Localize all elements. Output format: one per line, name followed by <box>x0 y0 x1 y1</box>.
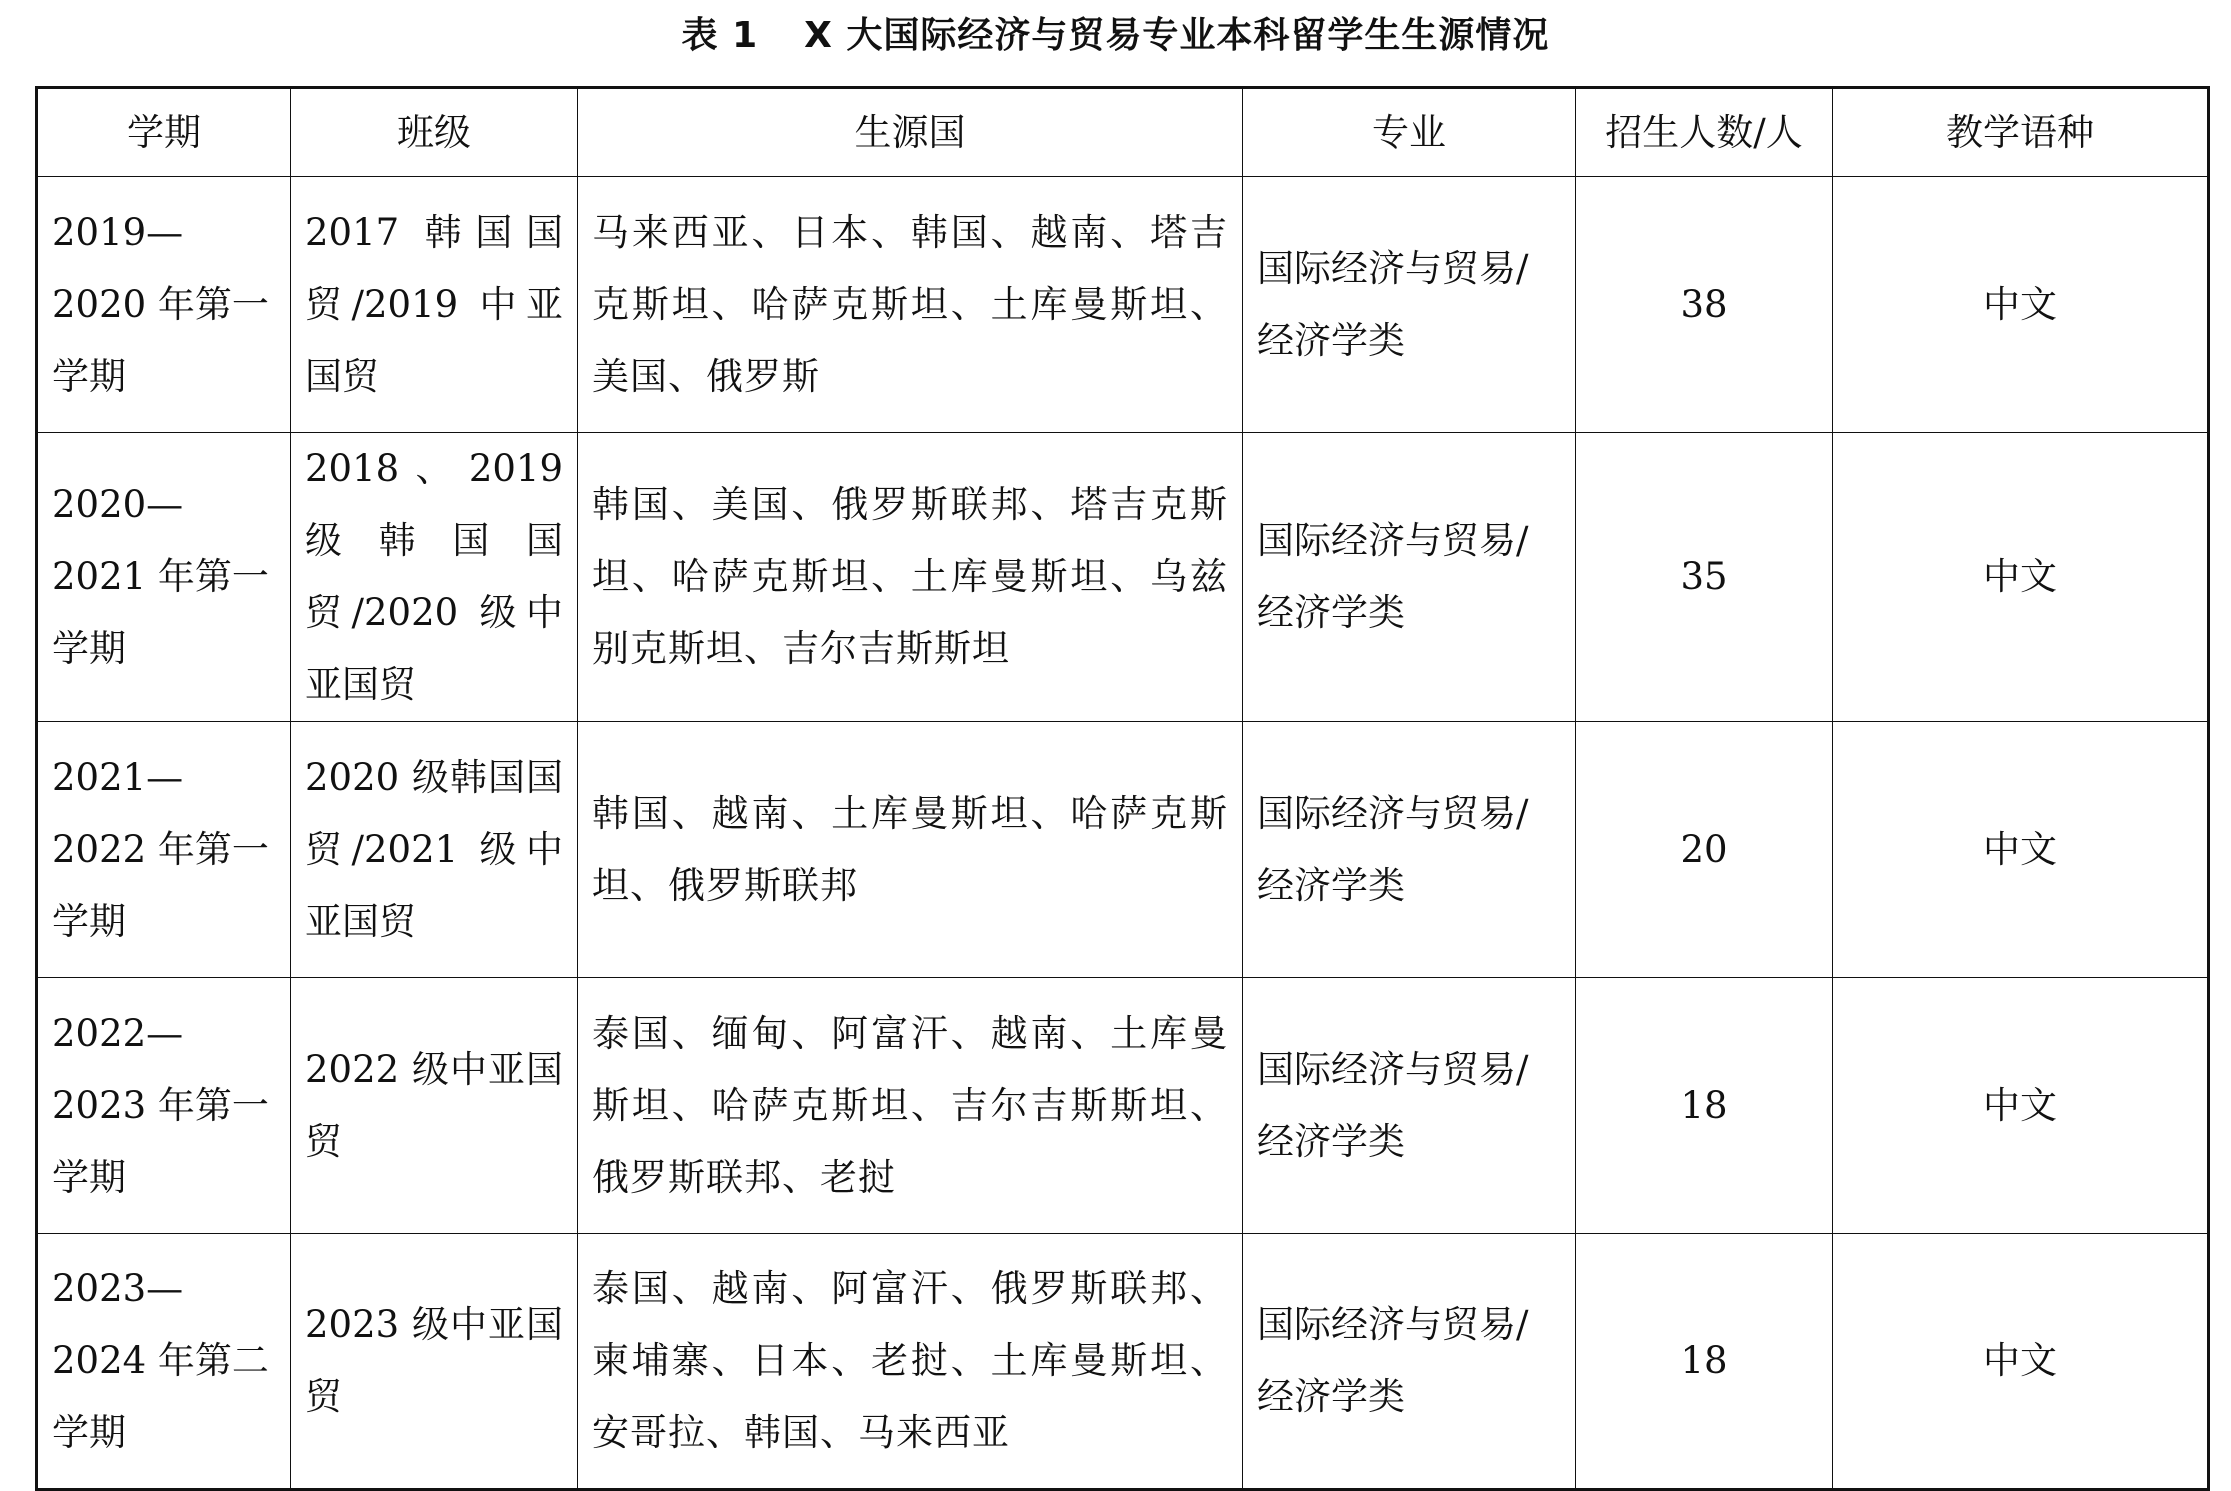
cell-major: 国际经济与贸易/经济学类 <box>1243 177 1576 433</box>
cell-count: 38 <box>1576 177 1833 433</box>
student-source-table <box>35 86 2210 1491</box>
cell-class: 2017 韩国国贸/2019 中亚国贸 <box>291 177 578 433</box>
cell-language: 中文 <box>1833 978 2209 1234</box>
cell-language: 中文 <box>1833 1234 2209 1490</box>
cell-origin: 泰国、缅甸、阿富汗、越南、土库曼斯坦、哈萨克斯坦、吉尔吉斯斯坦、俄罗斯联邦、老挝 <box>578 978 1243 1234</box>
cell-count: 18 <box>1576 1234 1833 1490</box>
header-language: 教学语种 <box>1833 88 2209 177</box>
cell-class: 2022 级中亚国贸 <box>291 978 578 1234</box>
cell-origin: 泰国、越南、阿富汗、俄罗斯联邦、柬埔寨、日本、老挝、土库曼斯坦、安哥拉、韩国、马来西亚 <box>578 1234 1243 1490</box>
header-row <box>37 88 2209 177</box>
cell-origin: 韩国、越南、土库曼斯坦、哈萨克斯坦、俄罗斯联邦 <box>578 722 1243 978</box>
cell-term: 2019—2020 年第一学期 <box>37 177 291 433</box>
table-number: 表 1 <box>681 15 759 56</box>
table-header <box>37 88 2209 177</box>
header-term: 学期 <box>37 88 291 177</box>
cell-count: 18 <box>1576 978 1833 1234</box>
cell-class: 2020 级韩国国贸/2021 级中亚国贸 <box>291 722 578 978</box>
table-row <box>37 722 2209 978</box>
cell-origin: 马来西亚、日本、韩国、越南、塔吉克斯坦、哈萨克斯坦、土库曼斯坦、美国、俄罗斯 <box>578 177 1243 433</box>
cell-language: 中文 <box>1833 433 2209 722</box>
cell-count: 35 <box>1576 433 1833 722</box>
table-row <box>37 978 2209 1234</box>
header-origin: 生源国 <box>578 88 1243 177</box>
table-title: X 大国际经济与贸易专业本科留学生生源情况 <box>804 15 1550 56</box>
table-caption <box>0 8 2231 64</box>
header-major: 专业 <box>1243 88 1576 177</box>
cell-count: 20 <box>1576 722 1833 978</box>
cell-language: 中文 <box>1833 177 2209 433</box>
cell-term: 2020—2021 年第一学期 <box>37 433 291 722</box>
table-body <box>37 177 2209 1490</box>
cell-major: 国际经济与贸易/经济学类 <box>1243 978 1576 1234</box>
cell-class: 2023 级中亚国贸 <box>291 1234 578 1490</box>
table-row <box>37 1234 2209 1490</box>
cell-class: 2018、2019 级韩国国贸/2020 级中亚国贸 <box>291 433 578 722</box>
table-row <box>37 177 2209 433</box>
cell-major: 国际经济与贸易/经济学类 <box>1243 722 1576 978</box>
header-count: 招生人数/人 <box>1576 88 1833 177</box>
cell-term: 2021—2022 年第一学期 <box>37 722 291 978</box>
cell-origin: 韩国、美国、俄罗斯联邦、塔吉克斯坦、哈萨克斯坦、土库曼斯坦、乌兹别克斯坦、吉尔吉斯斯坦 <box>578 433 1243 722</box>
cell-term: 2023—2024 年第二学期 <box>37 1234 291 1490</box>
header-class: 班级 <box>291 88 578 177</box>
cell-major: 国际经济与贸易/经济学类 <box>1243 1234 1576 1490</box>
table-row <box>37 433 2209 722</box>
cell-term: 2022—2023 年第一学期 <box>37 978 291 1234</box>
cell-language: 中文 <box>1833 722 2209 978</box>
cell-major: 国际经济与贸易/经济学类 <box>1243 433 1576 722</box>
